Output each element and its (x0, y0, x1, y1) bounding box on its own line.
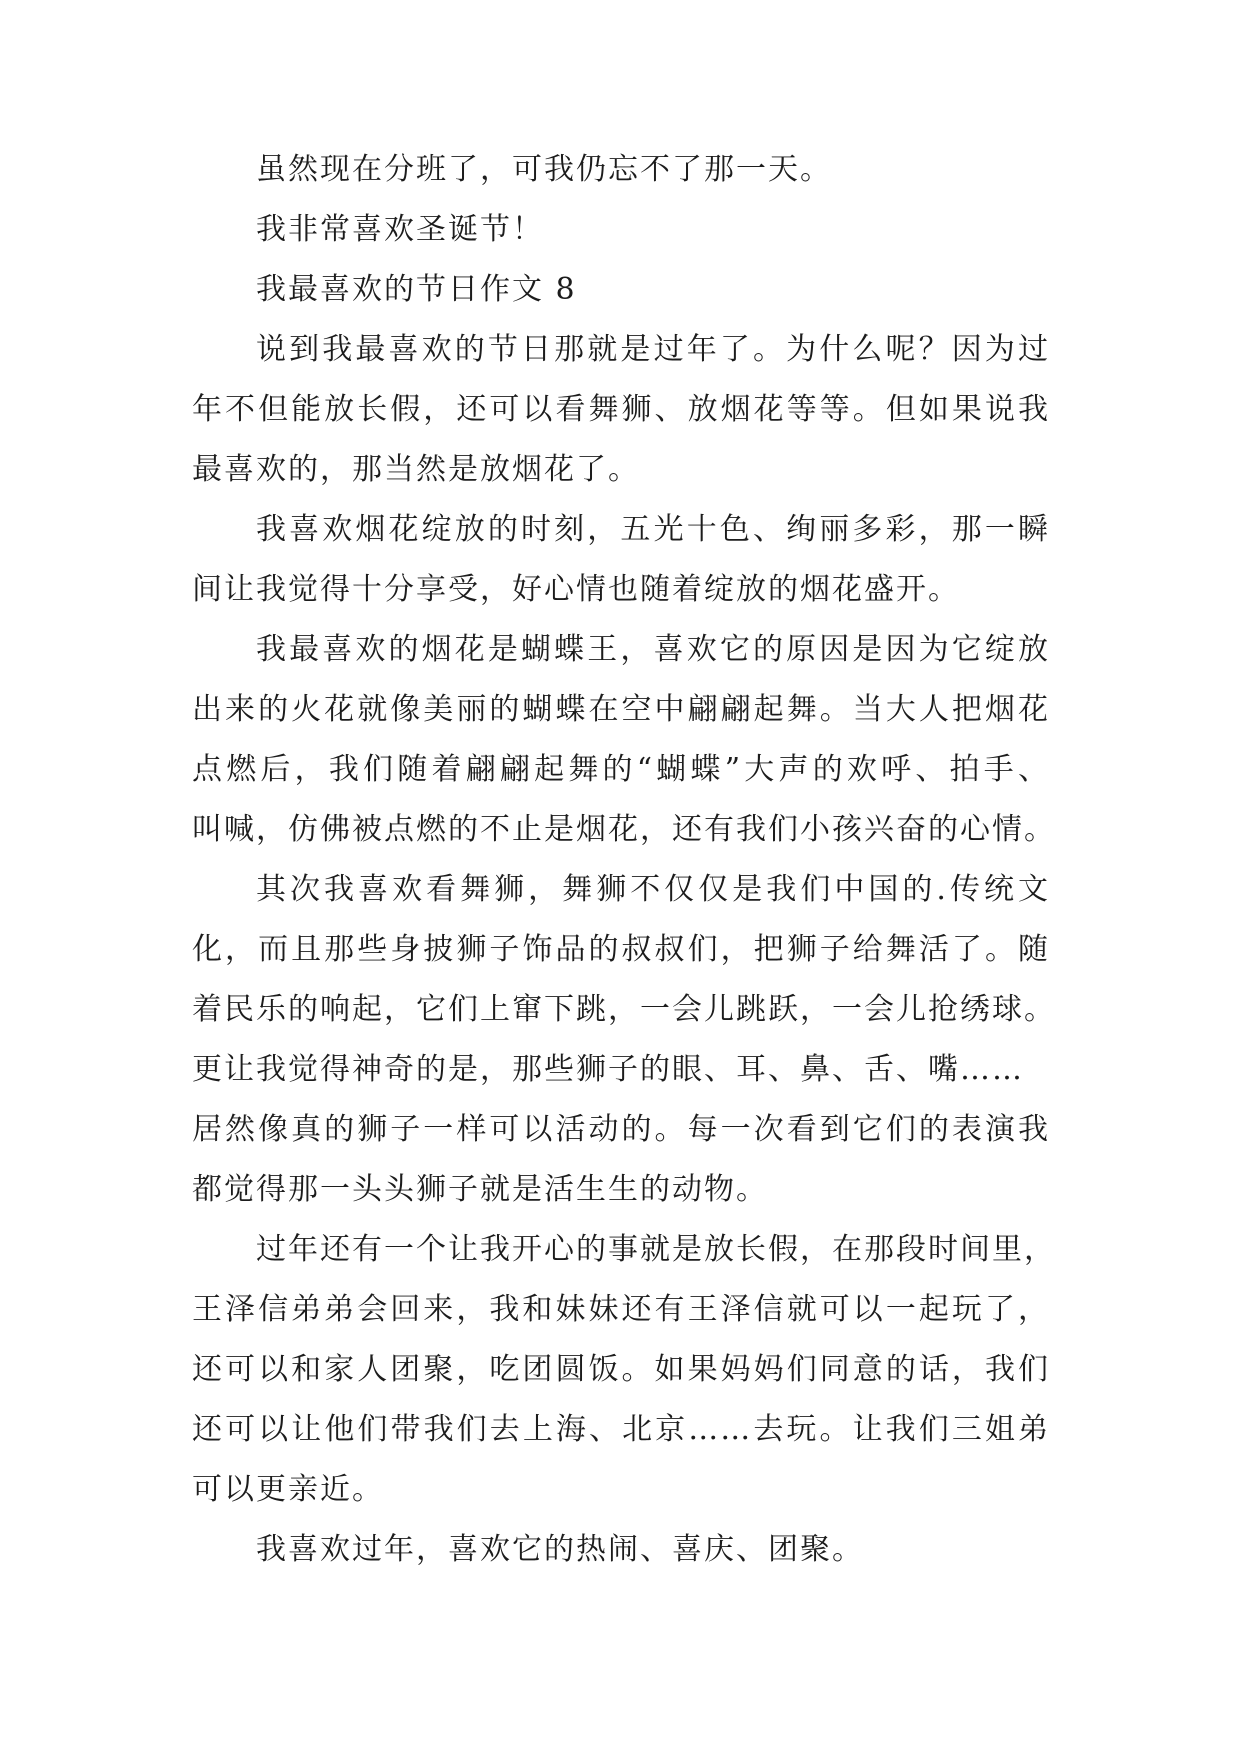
text-line: 还可以和家人团聚，吃团圆饭。如果妈妈们同意的话，我们 (192, 1352, 1050, 1387)
paragraph (192, 1220, 1056, 1520)
text-line: 年不但能放长假，还可以看舞狮、放烟花等等。但如果说我 (192, 392, 1050, 427)
text-line: 点燃后，我们随着翩翩起舞的“蝴蝶”大声的欢呼、拍手、 (192, 752, 1050, 787)
paragraph (192, 620, 1056, 860)
text-line: 更让我觉得神奇的是，那些狮子的眼、耳、鼻、舌、嘴…… (192, 1052, 1024, 1087)
text-line: 我喜欢过年，喜欢它的热闹、喜庆、团聚。 (256, 1532, 864, 1567)
heading-line: 我最喜欢的节日作文 8 (256, 272, 577, 307)
paragraph (192, 140, 1050, 200)
text-line: 我喜欢烟花绽放的时刻，五光十色、绚丽多彩，那一瞬 (256, 512, 1050, 547)
text-line: 化，而且那些身披狮子饰品的叔叔们，把狮子给舞活了。随 (192, 932, 1050, 967)
document-body (192, 140, 1056, 1580)
text-line: 虽然现在分班了，可我仍忘不了那一天。 (256, 152, 832, 187)
essay-heading (192, 260, 1050, 320)
text-line: 出来的火花就像美丽的蝴蝶在空中翩翩起舞。当大人把烟花 (192, 692, 1050, 727)
text-line: 我最喜欢的烟花是蝴蝶王，喜欢它的原因是因为它绽放 (256, 632, 1050, 667)
paragraph (192, 860, 1056, 1220)
paragraph (192, 500, 1050, 620)
paragraph (192, 200, 1050, 260)
text-line: 间让我觉得十分享受，好心情也随着绽放的烟花盛开。 (192, 572, 960, 607)
paragraph (192, 1520, 1050, 1580)
text-line: 可以更亲近。 (192, 1472, 384, 1507)
text-line: 其次我喜欢看舞狮，舞狮不仅仅是我们中国的.传统文 (256, 872, 1050, 907)
text-line: 叫喊，仿佛被点燃的不止是烟花，还有我们小孩兴奋的心情。 (192, 812, 1056, 847)
text-line: 最喜欢的，那当然是放烟花了。 (192, 452, 640, 487)
text-line: 过年还有一个让我开心的事就是放长假，在那段时间里， (256, 1232, 1056, 1267)
text-line: 说到我最喜欢的节日那就是过年了。为什么呢？因为过 (256, 332, 1050, 367)
text-line: 还可以让他们带我们去上海、北京……去玩。让我们三姐弟 (192, 1412, 1050, 1447)
text-line: 王泽信弟弟会回来，我和妹妹还有王泽信就可以一起玩了， (192, 1292, 1050, 1327)
text-line: 着民乐的响起，它们上窜下跳，一会儿跳跃，一会儿抢绣球。 (192, 992, 1056, 1027)
text-line: 居然像真的狮子一样可以活动的。每一次看到它们的表演我 (192, 1112, 1050, 1147)
paragraph (192, 320, 1050, 500)
text-line: 我非常喜欢圣诞节！ (256, 212, 544, 247)
text-line: 都觉得那一头头狮子就是活生生的动物。 (192, 1172, 768, 1207)
